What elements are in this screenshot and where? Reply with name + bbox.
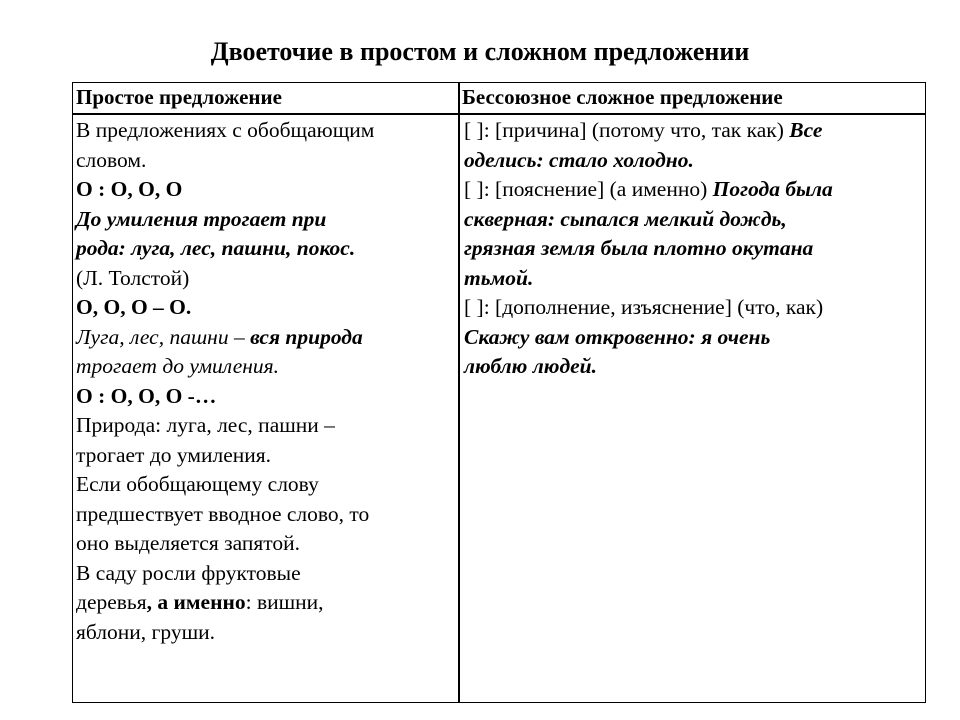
- example-3: трогает до умиления.: [76, 442, 272, 467]
- rule-cause-scheme: [ ]: [причина] (потому что, так как): [464, 118, 790, 142]
- header-complex-sentence: Бессоюзное сложное предложение: [462, 85, 783, 109]
- example-1: До умиления трогает при: [76, 206, 327, 231]
- example-4: В саду росли фруктовые: [76, 560, 301, 585]
- rule-addition-scheme: [ ]: [дополнение, изъяснение] (что, как): [464, 295, 824, 319]
- header-divider: [73, 113, 925, 115]
- example-3: Природа: луга, лес, пашни –: [76, 413, 335, 437]
- note-text: Если обобщающему слову: [76, 472, 319, 496]
- rule-text: словом.: [76, 147, 147, 172]
- note-text: оно выделяется запятой.: [76, 531, 300, 555]
- column-divider: [458, 83, 460, 702]
- note-text: предшествует вводное слово, то: [76, 501, 370, 526]
- rule-explanation-example: Погода была: [712, 177, 833, 201]
- comparison-table: [72, 82, 926, 703]
- page-title: Двоеточие в простом и сложном предложении: [210, 37, 750, 66]
- example-4-intro-word: , а именно: [146, 590, 246, 614]
- rule-addition-example: люблю людей.: [464, 354, 598, 378]
- example-2-generalizing-word: вся природа: [250, 324, 363, 349]
- simple-sentence-column: [76, 116, 454, 647]
- rule-explanation-example: грязная земля была плотно окутана: [464, 236, 814, 260]
- rule-cause-example: Все: [789, 118, 823, 142]
- example-1: рода: луга, лес, пашни, покос.: [76, 236, 356, 260]
- header-simple-sentence: Простое предложение: [76, 85, 282, 109]
- rule-explanation: [462, 175, 924, 205]
- rule-explanation-example: скверная: сыпался мелкий дождь,: [464, 206, 787, 231]
- rule-explanation-scheme: [ ]: [пояснение] (а именно): [464, 177, 713, 201]
- example-4: [76, 588, 454, 618]
- example-4-part: деревья: [76, 590, 147, 614]
- rule-text: В предложениях с обобщающим: [76, 118, 375, 142]
- rule-cause-example: оделись: стало холодно.: [464, 147, 694, 172]
- example-2: трогает до умиления.: [76, 354, 280, 378]
- rule-explanation-example: тьмой.: [464, 265, 534, 290]
- example-2-part: Луга, лес, пашни –: [76, 324, 251, 349]
- rule-addition-example: Скажу вам откровенно: я очень: [464, 324, 771, 349]
- example-1-author: (Л. Толстой): [76, 265, 190, 290]
- example-4: яблони, груши.: [76, 619, 216, 644]
- scheme-1: О : О, О, О: [76, 177, 183, 201]
- example-2: [76, 323, 454, 353]
- rule-cause: [462, 116, 924, 146]
- complex-sentence-column: [462, 116, 924, 382]
- scheme-3: О : О, О, О -…: [76, 383, 217, 408]
- scheme-2: О, О, О – О.: [76, 295, 192, 319]
- example-4-part: : вишни,: [245, 590, 324, 614]
